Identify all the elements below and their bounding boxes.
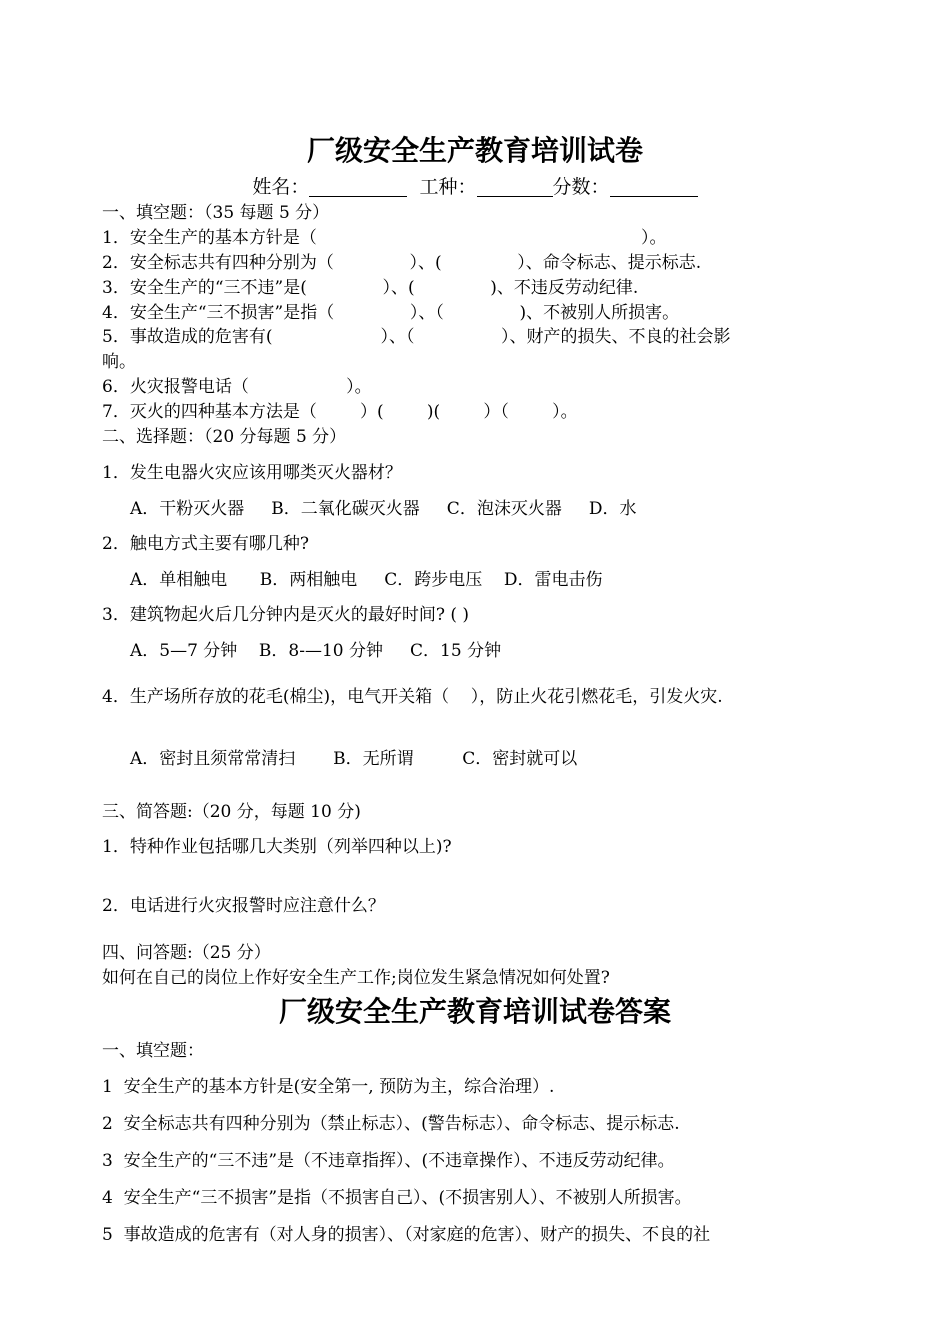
section-short-answer: 三、简答题:（20 分，每题 10 分) xyxy=(102,802,361,822)
exam-info-row xyxy=(0,174,950,200)
choice-1: 1．发生电器火灾应该用哪类灭火器材？ xyxy=(102,463,402,483)
exam-title: 厂级安全生产教育培训试卷 xyxy=(306,134,643,167)
answers-section-fill: 一、填空题： xyxy=(102,1041,204,1061)
question-3: 3．安全生产的“三不违”是( ）、( )、不违反劳动纪律. xyxy=(102,278,639,298)
section-fill-blank: 一、填空题：（35 每题 5 分） xyxy=(102,203,330,223)
job-field[interactable] xyxy=(477,176,553,197)
choice-2: 2．触电方式主要有哪几种? xyxy=(102,534,309,554)
section-essay: 四、问答题:（25 分） xyxy=(102,943,271,963)
score-field[interactable] xyxy=(610,176,698,197)
question-5: 5．事故造成的危害有( ）、（ ）、财产的损失、不良的社会影 xyxy=(102,327,731,347)
name-label: 姓名： xyxy=(252,176,310,198)
score-label: 分数： xyxy=(552,176,610,198)
question-1: 1．安全生产的基本方针是（ ）。 xyxy=(102,228,667,248)
name-field[interactable] xyxy=(309,176,407,197)
section-choice: 二、选择题：（20 分每题 5 分） xyxy=(102,427,347,447)
answers-title: 厂级安全生产教育培训试卷答案 xyxy=(278,995,671,1028)
question-5-cont: 响。 xyxy=(102,352,136,372)
choice-4: 4．生产场所存放的花毛(棉尘)，电气开关箱（ ），防止火花引燃花毛，引发火灾. xyxy=(102,687,723,707)
question-7: 7．灭火的四种基本方法是（ ）( )( ）（ ）。 xyxy=(102,402,578,422)
answer-3: 3 安全生产的“三不违”是（不违章指挥）、(不违章操作）、不违反劳动纪律。 xyxy=(102,1151,675,1171)
short-answer-1: 1．特种作业包括哪几大类别（列举四种以上)? xyxy=(102,837,452,857)
answer-5: 5 事故造成的危害有（对人身的损害）、（对家庭的危害）、财产的损失、不良的社 xyxy=(102,1225,711,1245)
choice-3-options: A．5—7 分钟 B．8-—10 分钟 C．15 分钟 xyxy=(130,641,502,661)
short-answer-2: 2．电话进行火灾报警时应注意什么？ xyxy=(102,896,385,916)
question-6: 6．火灾报警电话（ ）。 xyxy=(102,377,372,397)
choice-2-options: A．单相触电 B．两相触电 C．跨步电压 D．雷电击伤 xyxy=(130,570,603,590)
job-label: 工种： xyxy=(419,176,477,198)
answer-1: 1 安全生产的基本方针是(安全第一, 预防为主，综合治理）. xyxy=(102,1077,555,1097)
answer-4: 4 安全生产“三不损害”是指（不损害自己）、(不损害别人）、不被别人所损害。 xyxy=(102,1188,692,1208)
essay-question: 如何在自己的岗位上作好安全生产工作;岗位发生紧急情况如何处置? xyxy=(102,968,610,988)
question-2: 2．安全标志共有四种分别为（ ）、( ）、命令标志、提示标志. xyxy=(102,253,702,273)
choice-4-options: A．密封且须常常清扫 B．无所谓 C．密封就可以 xyxy=(130,749,578,769)
answer-2: 2 安全标志共有四种分别为（禁止标志）、(警告标志）、命令标志、提示标志. xyxy=(102,1114,680,1134)
question-4: 4．安全生产“三不损害”是指（ ）、（ )、不被别人所损害。 xyxy=(102,303,680,323)
choice-3: 3．建筑物起火后几分钟内是灭火的最好时间? ( ) xyxy=(102,605,470,625)
choice-1-options: A．干粉灭火器 B．二氧化碳灭火器 C．泡沫灭火器 D．水 xyxy=(130,499,637,519)
